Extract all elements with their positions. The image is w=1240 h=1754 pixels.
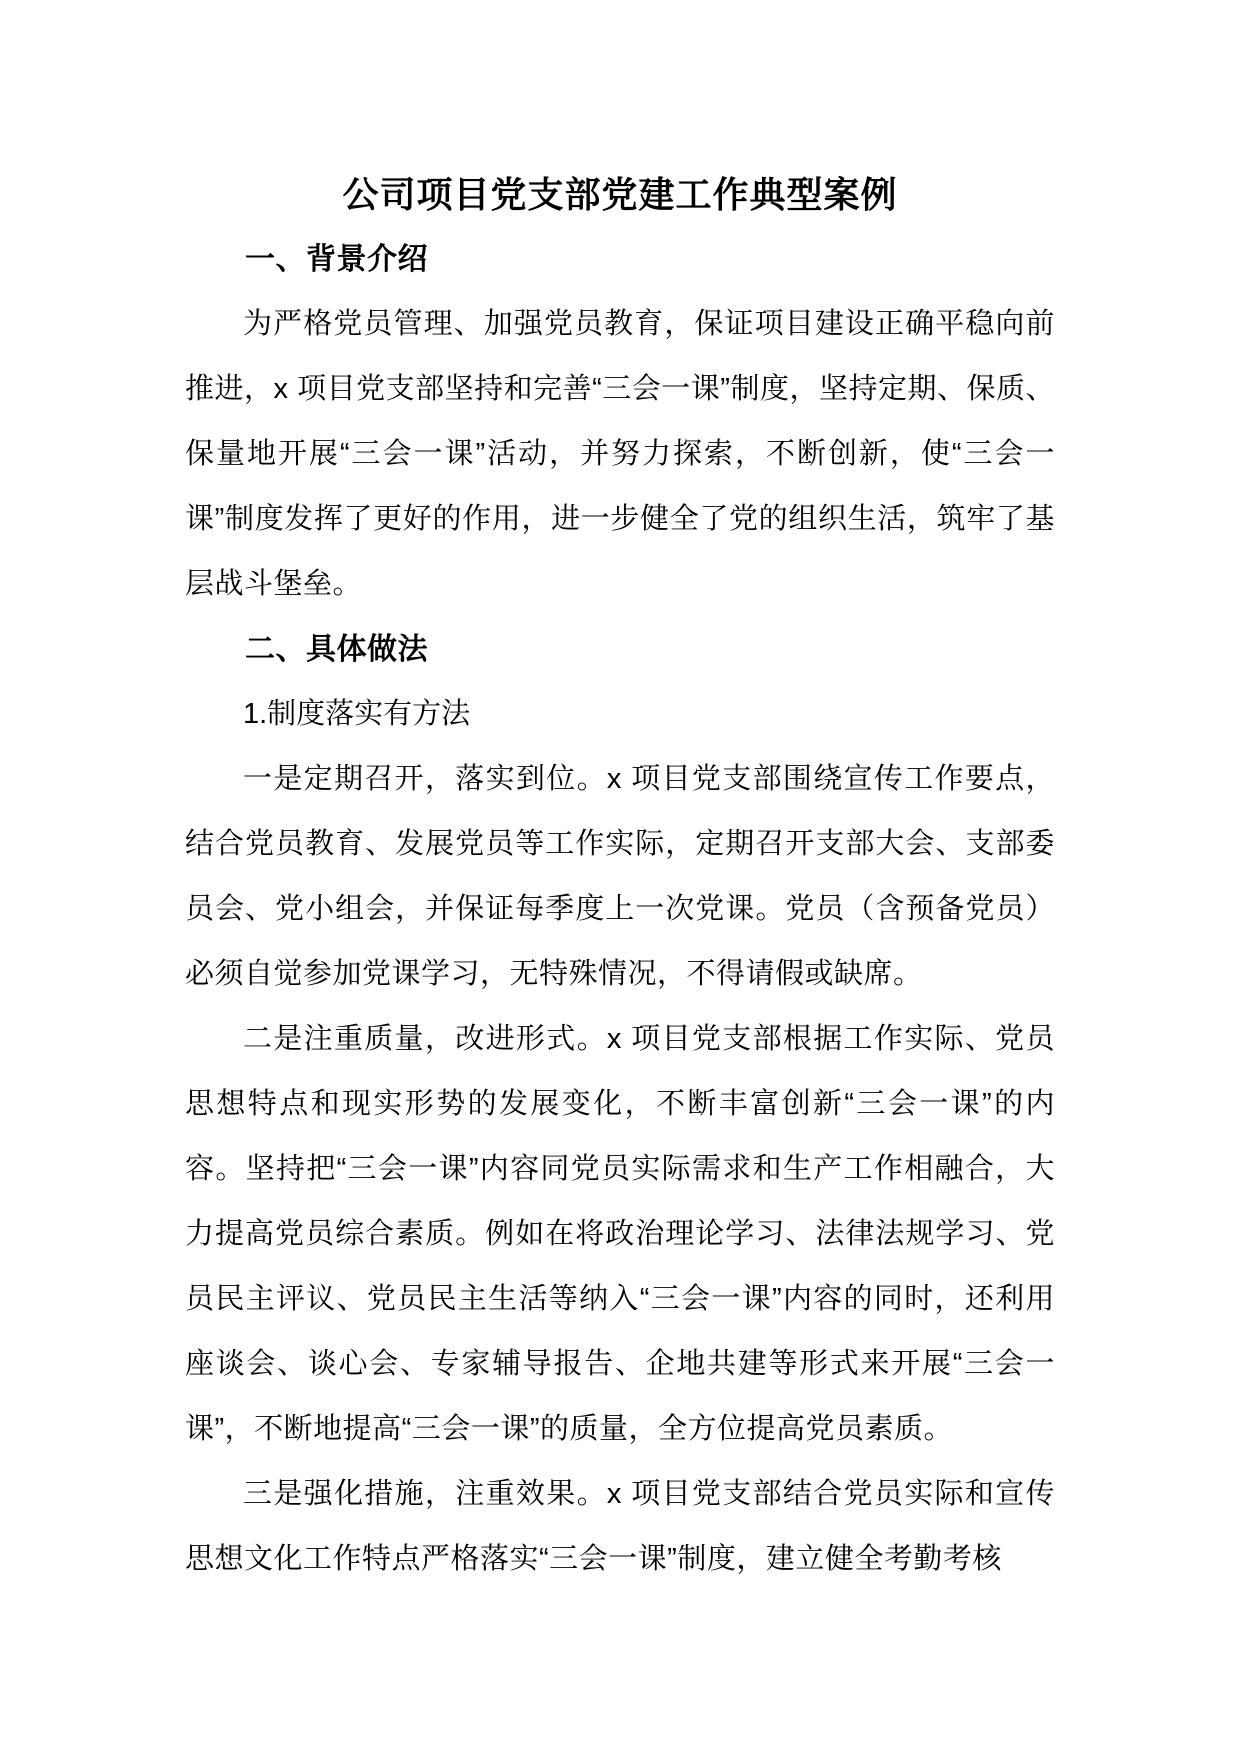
paragraph-practice-three: 三是强化措施，注重效果。x 项目党支部结合党员实际和宣传思想文化工作特点严格落实“三会一课”制度，建立健全考勤考核 [185, 1478, 1055, 1575]
paragraph-practice-one: 一是定期召开，落实到位。x 项目党支部围绕宣传工作要点，结合党员教育、发展党员等工作实际，定期召开支部大会、支部委员会、党小组会，并保证每季度上一次党课。党员（含预备党员）必须自觉参加党课学习，无特殊情况，不得请假或缺席。 [185, 763, 1055, 990]
subheading-system-implementation: 1.制度落实有方法 [243, 698, 471, 730]
section-heading-practices: 二、具体做法 [245, 633, 428, 666]
paragraph-background-intro: 为严格党员管理、加强党员教育，保证项目建设正确平稳向前推进，x 项目党支部坚持和完善“三会一课”制度，坚持定期、保质、保量地开展“三会一课”活动，并努力探索，不断创新，使“三会一课”制度发挥了更好的作用，进一步健全了党的组织生活，筑牢了基层战斗堡垒。 [185, 308, 1055, 600]
paragraph-practice-two: 二是注重质量，改进形式。x 项目党支部根据工作实际、党员思想特点和现实形势的发展变化，不断丰富创新“三会一课”的内容。坚持把“三会一课”内容同党员实际需求和生产工作相融合，大力提高党员综合素质。例如在将政治理论学习、法律法规学习、党员民主评议、党员民主生活等纳入“三会一课”内容的同时，还利用座谈会、谈心会、专家辅导报告、企地共建等形式来开展“三会一课”，不断地提高“三会一课”的质量，全方位提高党员素质。 [185, 1023, 1055, 1445]
section-heading-background: 一、背景介绍 [245, 243, 428, 276]
document-title: 公司项目党支部党建工作典型案例 [342, 174, 898, 215]
